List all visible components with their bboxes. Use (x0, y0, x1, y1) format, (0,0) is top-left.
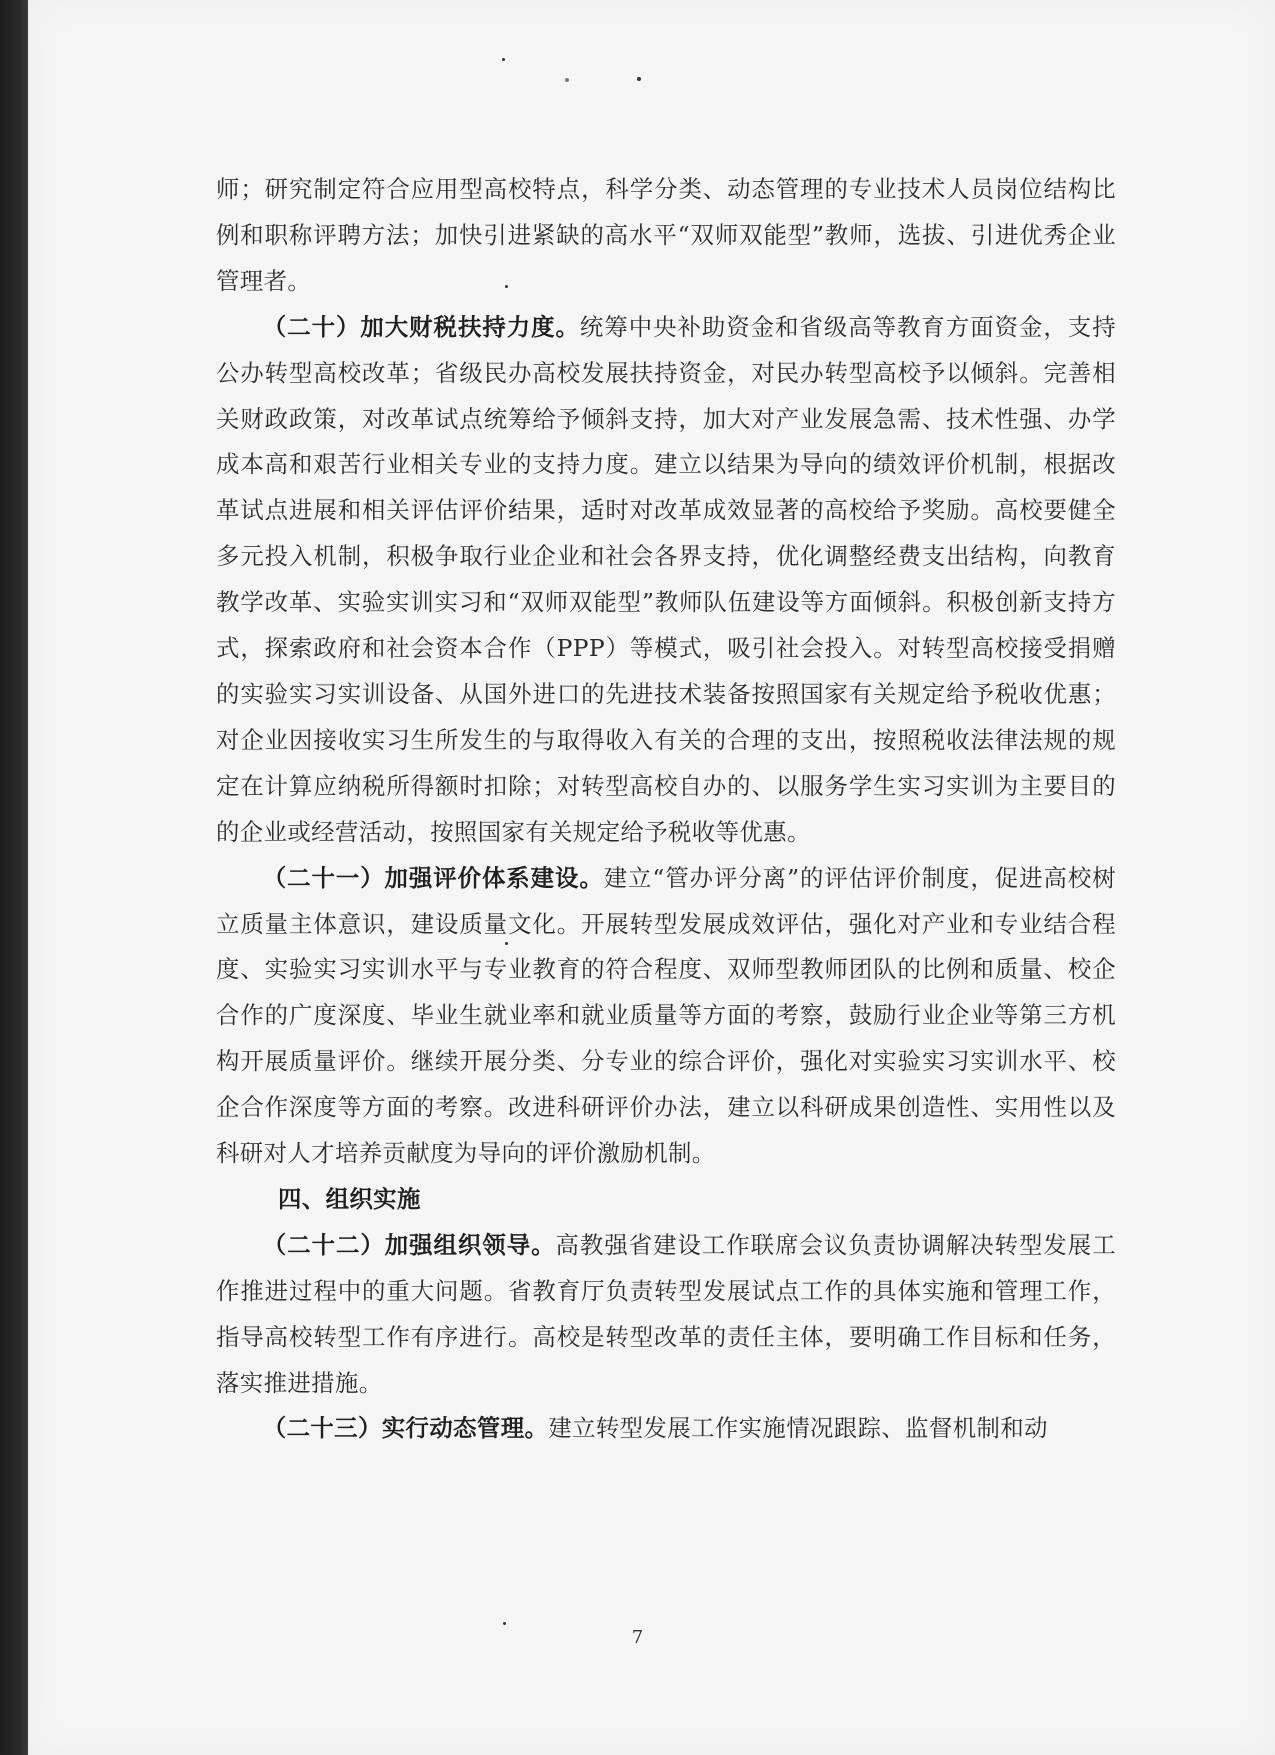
paragraph-21 (216, 856, 1116, 1177)
paragraph-heading: （二十）加大财税扶持力度。 (262, 312, 580, 341)
scan-speck (503, 1622, 506, 1625)
document-body (216, 167, 1116, 1452)
section-title: 四、组织实施 (278, 1184, 421, 1213)
scan-dark-edge (0, 0, 28, 1755)
scan-speck (502, 58, 505, 61)
paragraph-heading: （二十二）加强组织领导。 (262, 1230, 556, 1259)
paragraph-23 (216, 1406, 1116, 1452)
paragraph-heading: （二十三）实行动态管理。 (262, 1414, 549, 1443)
paragraph-heading: （二十一）加强评价体系建设。 (262, 863, 604, 892)
paragraph-text: 建立转型发展工作实施情况跟踪、监督机制和动 (548, 1414, 1048, 1443)
paragraph-text: 统筹中央补助资金和省级高等教育方面资金，支持公办转型高校改革；省级民办高校发展扶持资金，对民办转型高校予以倾斜。完善相关财政政策，对改革试点统筹给予倾斜支持，加大对产业发展急需、技术性强、办学成本高和艰苦行业相关专业的支持力度。建立以结果为导向的绩效评价机制，根据改革试点进展和相关评估评价结果，适时对改革成效显著的高校给予奖励。高校要健全多元投入机制，积极争取行业企业和社会各界支持，优化调整经费支出结构，向教育教学改革、实验实训实习和“双师双能型”教师队伍建设等方面倾斜。积极创新支持方式，探索政府和社会资本合作（PPP）等模式，吸引社会投入。对转型高校接受捐赠的实验实习实训设备、从国外进口的先进技术装备按照国家有关规定给予税收优惠；对企业因接收实习生所发生的与取得收入有关的合理的支出，按照税收法律法规的规定在计算应纳税所得额时扣除；对转型高校自办的、以服务学生实习实训为主要目的的企业或经营活动，按照国家有关规定给予税收等优惠。 (216, 312, 1116, 846)
paragraph-22 (216, 1223, 1116, 1407)
scan-speck (637, 77, 641, 81)
paragraph-text: 高教强省建设工作联席会议负责协调解决转型发展工作推进过程中的重大问题。省教育厅负责转型发展试点工作的具体实施和管理工作，指导高校转型工作有序进行。高校是转型改革的责任主体，要明确工作目标和任务，落实推进措施。 (216, 1230, 1116, 1397)
page-number: 7 (631, 1627, 644, 1648)
paragraph-20 (216, 305, 1116, 856)
paragraph-text: 建立“管办评分离”的评估评价制度，促进高校树立质量主体意识，建设质量文化。开展转型发展成效评估，强化对产业和专业结合程度、实验实习实训水平与专业教育的符合程度、双师型教师团队的比例和质量、校企合作的广度深度、毕业生就业率和就业质量等方面的考察，鼓励行业企业等第三方机构开展质量评价。继续开展分类、分专业的综合评价，强化对实验实习实训水平、校企合作深度等方面的考察。改进科研评价办法，建立以科研成果创造性、实用性以及科研对人才培养贡献度为导向的评价激励机制。 (216, 863, 1116, 1168)
paragraph-continuation (216, 167, 1116, 305)
paragraph-text: 师；研究制定符合应用型高校特点，科学分类、动态管理的专业技术人员岗位结构比例和职称评聘方法；加快引进紧缺的高水平“双师双能型”教师，选拔、引进优秀企业管理者。 (216, 175, 1116, 295)
scan-speck (565, 78, 569, 82)
